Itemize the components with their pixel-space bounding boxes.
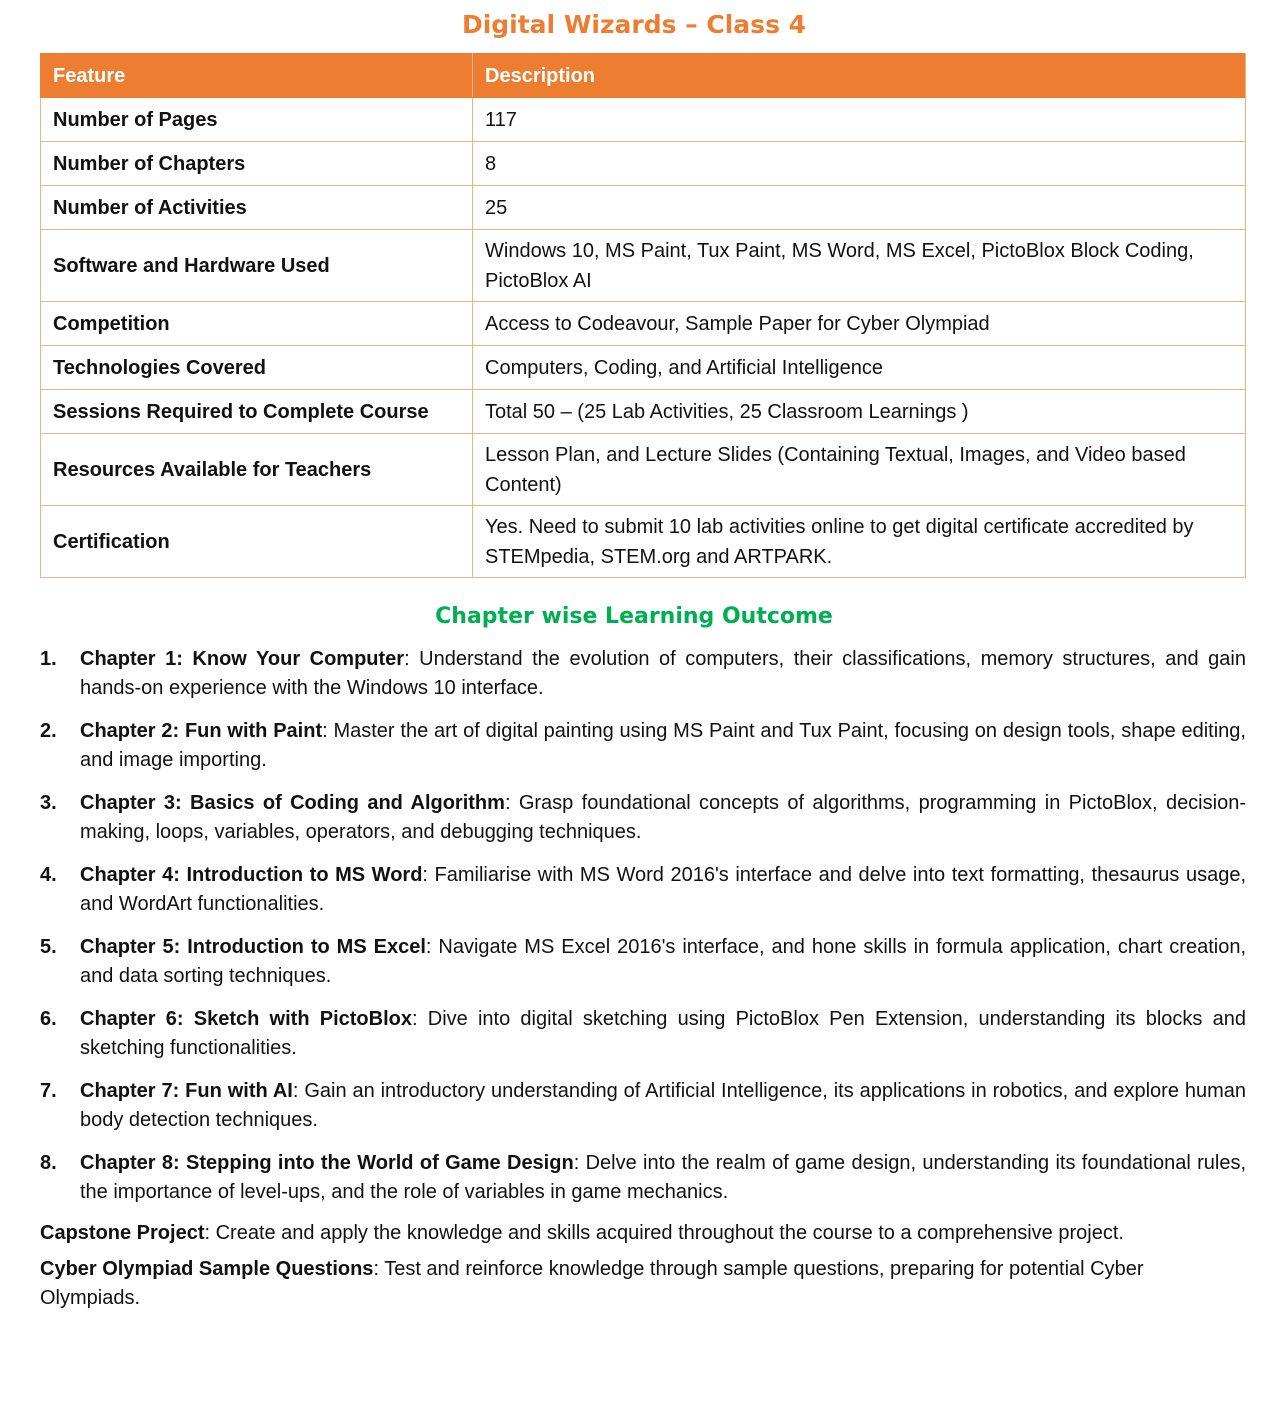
list-item [40, 1005, 1246, 1063]
chapter-title: Chapter 5: Introduction to MS Excel [80, 936, 426, 958]
capstone-label: Capstone Project [40, 1222, 205, 1244]
capstone-project-paragraph [40, 1219, 1246, 1248]
description-cell: 117 [473, 98, 1246, 142]
feature-cell: Competition [41, 302, 473, 346]
list-item [40, 933, 1246, 991]
table-header-row [41, 54, 1246, 98]
description-cell: Yes. Need to submit 10 lab activities online to get digital certificate accredited by STEMpedia, STEM.org and ARTPARK. [473, 506, 1246, 578]
column-header-description: Description [473, 54, 1246, 98]
table-row [41, 346, 1246, 390]
list-number: 7. [40, 1080, 57, 1102]
list-number: 1. [40, 648, 57, 670]
table-row [41, 98, 1246, 142]
feature-cell: Number of Chapters [41, 142, 473, 186]
list-item [40, 789, 1246, 847]
chapter-title: Chapter 4: Introduction to MS Word [80, 864, 423, 886]
list-number: 3. [40, 792, 57, 814]
feature-cell: Resources Available for Teachers [41, 434, 473, 506]
chapter-description: : Dive into digital sketching using PictoBlox Pen Extension, understanding its blocks and sketching functionalities. [80, 1008, 1246, 1059]
table-row [41, 302, 1246, 346]
description-cell: Total 50 – (25 Lab Activities, 25 Classroom Learnings ) [473, 390, 1246, 434]
chapter-title: Chapter 2: Fun with Paint [80, 720, 323, 742]
chapter-title: Chapter 3: Basics of Coding and Algorithm [80, 792, 505, 814]
feature-cell: Number of Activities [41, 186, 473, 230]
list-number: 8. [40, 1152, 57, 1174]
feature-cell: Software and Hardware Used [41, 230, 473, 302]
table-row [41, 434, 1246, 506]
list-item [40, 717, 1246, 775]
cyber-olympiad-paragraph [40, 1255, 1246, 1313]
list-item [40, 1149, 1246, 1207]
feature-cell: Certification [41, 506, 473, 578]
description-cell: Windows 10, MS Paint, Tux Paint, MS Word, MS Excel, PictoBlox Block Coding, PictoBlox AI [473, 230, 1246, 302]
list-item [40, 1077, 1246, 1135]
learning-outcome-heading: Chapter wise Learning Outcome [435, 604, 833, 629]
description-cell: Computers, Coding, and Artificial Intelligence [473, 346, 1246, 390]
chapter-description: : Navigate MS Excel 2016's interface, and hone skills in formula application, chart creation, and data sorting techniques. [80, 936, 1247, 987]
chapter-title: Chapter 7: Fun with AI [80, 1080, 293, 1102]
olympiad-text: : Test and reinforce knowledge through sample questions, preparing for potential Cyber Olympiads. [40, 1258, 1144, 1309]
list-item [40, 645, 1246, 703]
list-number: 4. [40, 864, 57, 886]
chapter-title: Chapter 1: Know Your Computer [80, 648, 405, 670]
capstone-text: : Create and apply the knowledge and skills acquired throughout the course to a comprehensive project. [204, 1222, 1124, 1244]
list-number: 2. [40, 720, 57, 742]
description-cell: 25 [473, 186, 1246, 230]
table-row [41, 506, 1246, 578]
chapter-description: : Delve into the realm of game design, understanding its foundational rules, the importance of level-ups, and the role of variables in game mechanics. [80, 1152, 1247, 1203]
feature-table [40, 53, 1246, 578]
chapter-outcome-list [40, 645, 1246, 1221]
chapter-description: : Grasp foundational concepts of algorithms, programming in PictoBlox, decision-making, loops, variables, operators, and debugging techniques. [80, 792, 1246, 843]
table-row [41, 230, 1246, 302]
feature-cell: Sessions Required to Complete Course [41, 390, 473, 434]
chapter-title: Chapter 6: Sketch with PictoBlox [80, 1008, 412, 1030]
feature-cell: Number of Pages [41, 98, 473, 142]
table-row [41, 142, 1246, 186]
feature-cell: Technologies Covered [41, 346, 473, 390]
olympiad-label: Cyber Olympiad Sample Questions [40, 1258, 374, 1280]
chapter-description: : Understand the evolution of computers, their classifications, memory structures, and gain hands-on experience with the Windows 10 interface. [80, 648, 1246, 699]
table-row [41, 186, 1246, 230]
chapter-title: Chapter 8: Stepping into the World of Game Design [80, 1152, 574, 1174]
document-title: Digital Wizards – Class 4 [461, 10, 807, 39]
list-item [40, 861, 1246, 919]
table-row [41, 390, 1246, 434]
column-header-feature: Feature [41, 54, 473, 98]
description-cell: Access to Codeavour, Sample Paper for Cyber Olympiad [473, 302, 1246, 346]
chapter-description: : Familiarise with MS Word 2016's interface and delve into text formatting, thesaurus usage, and WordArt functionalities. [80, 864, 1246, 915]
list-number: 5. [40, 936, 57, 958]
description-cell: 8 [473, 142, 1246, 186]
chapter-description: : Master the art of digital painting using MS Paint and Tux Paint, focusing on design tools, shape editing, and image importing. [80, 720, 1246, 771]
chapter-description: : Gain an introductory understanding of Artificial Intelligence, its applications in robotics, and explore human body detection techniques. [80, 1080, 1246, 1131]
list-number: 6. [40, 1008, 57, 1030]
description-cell: Lesson Plan, and Lecture Slides (Containing Textual, Images, and Video based Content) [473, 434, 1246, 506]
